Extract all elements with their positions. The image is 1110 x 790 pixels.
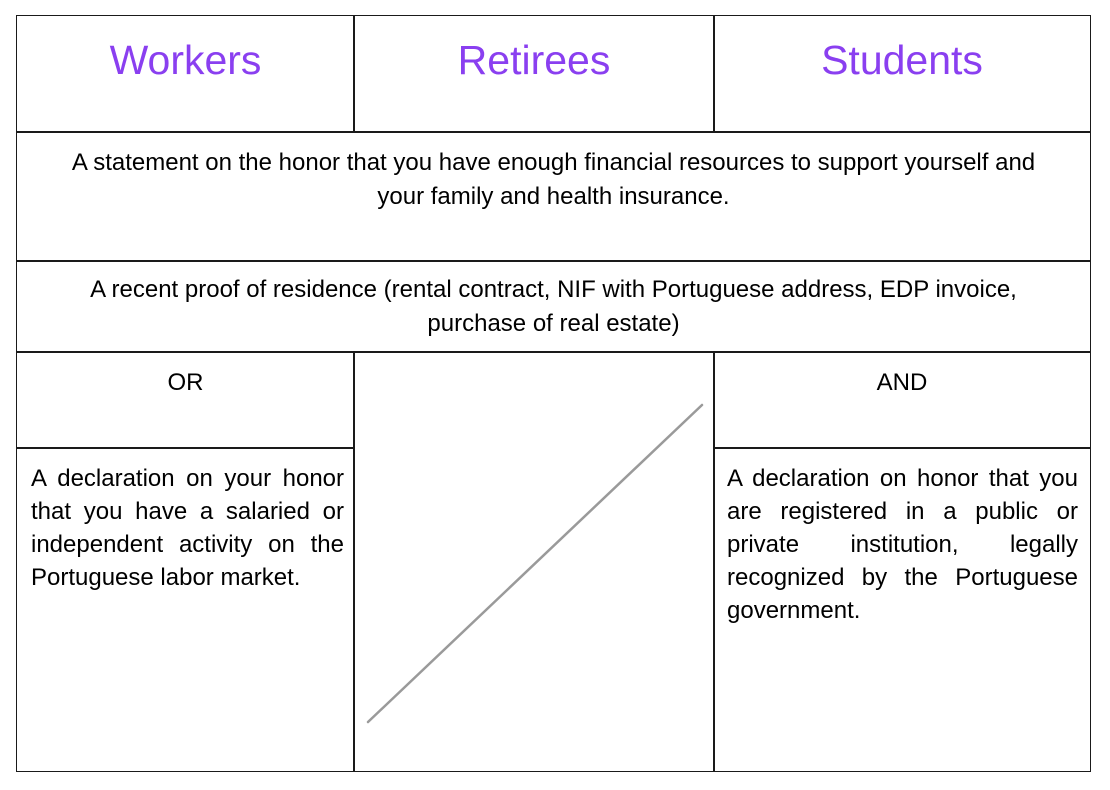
diagonal-slash (354, 352, 714, 772)
header-workers: Workers (109, 37, 262, 83)
workers-connector-cell (17, 352, 354, 447)
header-cell-workers (17, 16, 354, 131)
workers-declaration-cell (17, 448, 354, 772)
header-retirees: Retirees (457, 37, 611, 83)
requirements-table (16, 15, 1091, 772)
header-students: Students (821, 37, 983, 83)
statement-row (17, 132, 1090, 260)
workers-declaration: A declaration on your honor that you have a salaried or independent activity on the Portuguese labor market. (31, 465, 344, 591)
proof-text: A recent proof of residence (rental contract, NIF with Portuguese address, EDP invoice, purchase of real estate) (90, 276, 1017, 337)
students-declaration: A declaration on honor that you are registered in a public or private institution, legally recognized by the Portuguese government. (727, 465, 1078, 624)
header-cell-retirees (354, 16, 714, 131)
and-label: AND (876, 369, 928, 396)
header-cell-students (714, 16, 1090, 131)
retirees-empty-cell (354, 352, 714, 772)
students-declaration-cell (714, 448, 1090, 772)
statement-text: A statement on the honor that you have enough financial resources to support yourself and your family and health insurance. (71, 149, 1036, 210)
proof-row (17, 261, 1090, 351)
or-label: OR (167, 369, 204, 396)
students-connector-cell (714, 352, 1090, 447)
